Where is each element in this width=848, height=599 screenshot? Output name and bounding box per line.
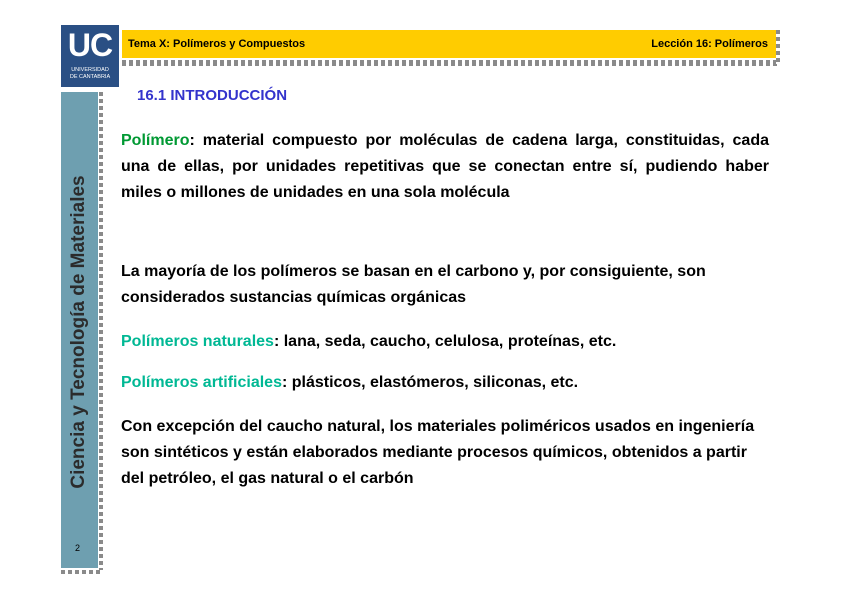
paragraph-artificial-polymers [121, 370, 769, 396]
sidebar-dashed-border [99, 92, 103, 572]
section-title: 16.1 INTRODUCCIÓN [137, 87, 288, 104]
term-artificial-polymers: Polímeros artificiales [121, 374, 282, 391]
paragraph-definition [121, 128, 769, 206]
header-bar [122, 30, 776, 58]
logo-line-1: UNIVERSIDAD [71, 67, 109, 73]
sidebar-dashed-border-bottom [61, 570, 103, 574]
artificial-polymers-text: : plásticos, elastómeros, siliconas, etc. [281, 374, 579, 391]
logo-letters: UC [67, 27, 113, 63]
page-number: 2 [75, 543, 81, 553]
header-dashed-border-right [776, 30, 780, 64]
definition-text: : material compuesto por moléculas de cadena larga, constituidas, cada una de ellas, por unidades repetitivas que se conectan entre sí, pudiendo haber miles o millones de unidades en una sola molécula [121, 132, 769, 201]
header-dashed-border [122, 60, 778, 66]
term-polimero: Polímero [121, 132, 190, 149]
logo-line-2: DE CANTABRIA [69, 74, 111, 80]
term-natural-polymers: Polímeros naturales [121, 333, 274, 350]
sidebar-course-title: Ciencia y Tecnología de Materiales [68, 175, 89, 489]
header-lesson: Lección 16: Polímeros [651, 38, 768, 50]
university-logo [61, 25, 119, 87]
logo-subtitle [61, 67, 119, 81]
paragraph-carbon: La mayoría de los polímeros se basan en el carbono y, por consiguiente, son considerados sustancias químicas orgánicas [121, 263, 706, 306]
paragraph-synthetic: Con excepción del caucho natural, los materiales poliméricos usados en ingeniería son sintéticos y están elaborados mediante procesos químicos, obtenidos a partir del petróleo, el gas natural o el carbón [121, 418, 755, 487]
header-topic: Tema X: Polímeros y Compuestos [128, 38, 306, 50]
natural-polymers-text: : lana, seda, caucho, celulosa, proteínas, etc. [273, 333, 617, 350]
paragraph-natural-polymers [121, 329, 769, 355]
